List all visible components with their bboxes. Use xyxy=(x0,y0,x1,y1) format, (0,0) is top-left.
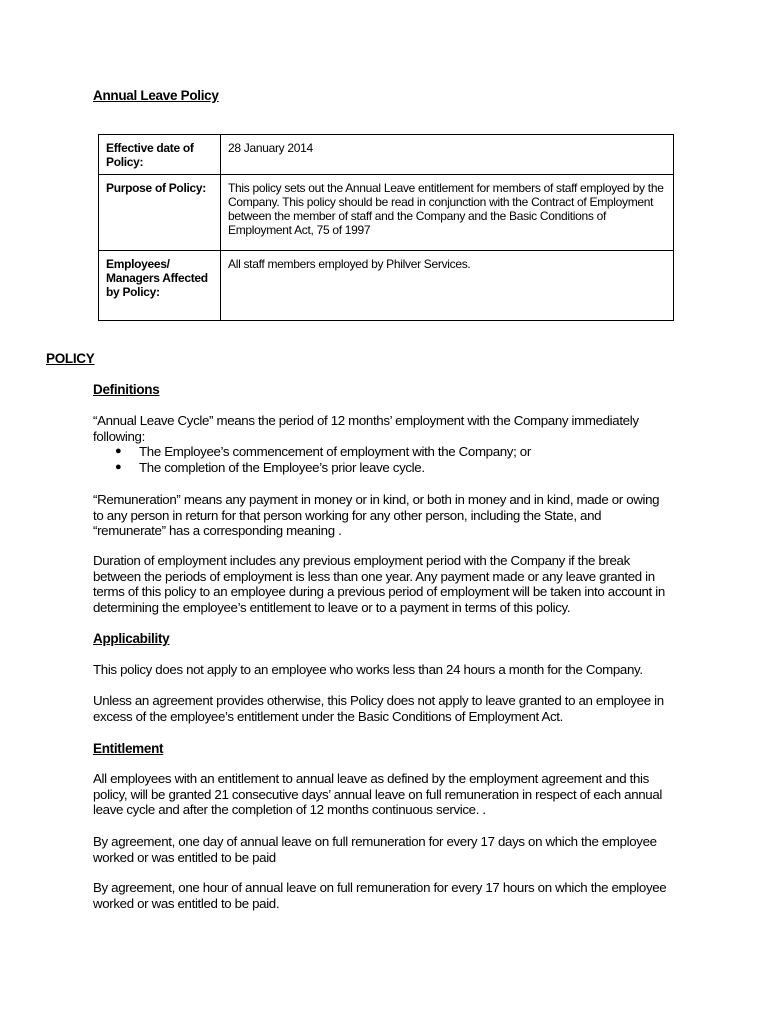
table-row xyxy=(99,135,674,175)
table-label-purpose: Purpose of Policy: xyxy=(99,174,221,250)
table-value-purpose: This policy sets out the Annual Leave entitlement for members of staff employed by the Company. This policy should be read in conjunction with the Contract of Employment between the member of staff and the Company and the Basic Conditions of Employment Act, 75 of 1997 xyxy=(221,174,674,250)
policy-heading: POLICY xyxy=(46,351,95,366)
bullet-icon: ● xyxy=(115,445,122,457)
applicability-paragraph-1: This policy does not apply to an employee who works less than 24 hours a month for the Company. xyxy=(93,662,643,677)
list-item xyxy=(115,460,675,476)
remuneration-definition: “Remuneration” means any payment in money or in kind, or both in money and in kind, made or owing to any person in return for that person working for any other person, including the State, and “remunerate” has a corresponding meaning . xyxy=(93,492,660,538)
duration-paragraph: Duration of employment includes any previous employment period with the Company if the break between the periods of employment is less than one year. Any payment made or any leave granted in terms of this policy to an employee during a previous period of employment will be taken into account in determining the employee’s entitlement to leave or to a payment in terms of this policy. xyxy=(93,553,665,615)
table-row xyxy=(99,174,674,250)
cycle-bullet-list xyxy=(115,444,675,475)
applicability-heading: Applicability xyxy=(93,631,170,646)
table-value-effective-date: 28 January 2014 xyxy=(221,135,674,175)
table-label-affected: Employees/ Managers Affected by Policy: xyxy=(99,250,221,320)
annual-leave-cycle-definition: “Annual Leave Cycle” means the period of 12 months’ employment with the Company immediately following: xyxy=(93,413,639,444)
table-label-effective-date: Effective date of Policy: xyxy=(99,135,221,175)
policy-info-table xyxy=(98,134,674,321)
entitlement-heading: Entitlement xyxy=(93,741,164,756)
definitions-heading: Definitions xyxy=(93,382,160,397)
table-row xyxy=(99,250,674,320)
table-value-affected: All staff members employed by Philver Services. xyxy=(221,250,674,320)
entitlement-paragraph-1: All employees with an entitlement to annual leave as defined by the employment agreement and this policy, will be granted 21 consecutive days’ annual leave on full remuneration in respect of each annual leave cycle and after the completion of 12 months continuous service. . xyxy=(93,771,662,817)
entitlement-paragraph-3: By agreement, one hour of annual leave on full remuneration for every 17 hours on which the employee worked or was entitled to be paid. xyxy=(93,880,667,911)
document-title: Annual Leave Policy xyxy=(93,88,219,103)
bullet-icon: ● xyxy=(115,460,122,473)
bullet-text: The completion of the Employee’s prior leave cycle. xyxy=(139,459,425,475)
applicability-paragraph-2: Unless an agreement provides otherwise, this Policy does not apply to leave granted to an employee in excess of the employee’s entitlement under the Basic Conditions of Employment Act. xyxy=(93,693,664,724)
bullet-text: The Employee’s commencement of employment with the Company; or xyxy=(139,444,531,459)
list-item xyxy=(115,444,675,460)
entitlement-paragraph-2: By agreement, one day of annual leave on full remuneration for every 17 days on which the employee worked or was entitled to be paid xyxy=(93,834,657,865)
